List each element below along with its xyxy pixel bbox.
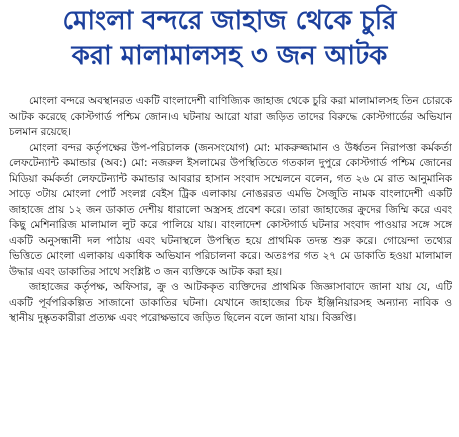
headline	[0, 0, 459, 74]
article-paragraph-1: মোংলা বন্দরে অবস্থানরত একটি বাংলাদেশী বাণিজ্যিক জাহাজ থেকে চুরি করা মালামালসহ তিন চোরকে আটক করেছে কোস্টগার্ড পশ্চিম জোন।এ ঘটনায় আরো যারা জড়িত তাদের বিরুদ্ধে কোস্টগার্ডের অভিযান চলমান রয়েছে।	[9, 95, 452, 138]
headline-line-2: করা মালামালসহ ৩ জন আটক	[71, 41, 388, 71]
headline-line-1: মোংলা বন্দরে জাহাজ থেকে চুরি	[62, 6, 397, 36]
article-body	[9, 94, 452, 430]
article-paragraph-3: জাহাজের কর্তৃপক্ষ, অফিসার, ক্রু ও আটককৃত ব্যক্তিদের প্রাথমিক জিজ্ঞাসাবাদে জানা যায় যে, এটি একটি পূর্বপরিকল্পিত সাজানো ডাকাতির ঘটনা। যেখানে জাহাজের চিফ ইঞ্জিনিয়ারসহ অন্যান্য নাবিক ও স্থানীয় দুষ্কৃতকারীরা প্রত্যক্ষ এবং পরোক্ষভাবে জড়িত ছিলেন বলে জানা যায়। বিজ্ঞপ্তি।	[9, 281, 452, 324]
article-paragraph-2: মোংলা বন্দর কর্তৃপক্ষের উপ-পরিচালক (জনসংযোগ) মো: মাকরুজ্জামান ও উর্ধ্বতন নিরাপত্তা কর্মকর্তা লেফটেন্যান্ট কমান্ডার (অব:) মো: নজরুল ইসলামের উপস্থিতিতে গতকাল দুপুরে কোস্টগার্ড পশ্চিম জোনের মিডিয়া কর্মকর্তা লেফটেন্যান্ট কমান্ডার আবরার হাসান সংবাদ সম্মেলনে বলেন, গত ২৬ মে রাত আনুমানিক সাড়ে ৩টায় মোংলা পোর্ট সংলগ্ন বেইস ট্রিক এলাকায় নোঙররত এমভি সৈজুতি নামক বাংলাদেশী একটি জাহাজে প্রায় ১২ জন ডাকাত দেশীয় ধারালো অস্ত্রসহ প্রবেশ করে। তারা জাহাজের ক্রুদের জিম্মি করে এবং কিছু মেশিনারিজ মালামাল লুট করে পালিয়ে যায়। বাংলাদেশ কোস্টগার্ড ঘটনার সংবাদ পাওয়ার সঙ্গে সঙ্গে একটি অনুসন্ধানী দল পাঠায় এবং ঘটনাস্থলে উপস্থিত হয়ে প্রাথমিক তদন্ত শুরু করে। গোয়েন্দা তথ্যের ভিত্তিতে মোংলা এলাকায় একাধিক অভিযান পরিচালনা করে। অতঃপর গত ২৭ মে ডাকাতি হওয়া মালামাল উদ্ধার এবং ডাকাতির সাথে সংশ্লিষ্ট ৩ জন ব্যক্তিকে আটক করা হয়।	[9, 141, 452, 278]
